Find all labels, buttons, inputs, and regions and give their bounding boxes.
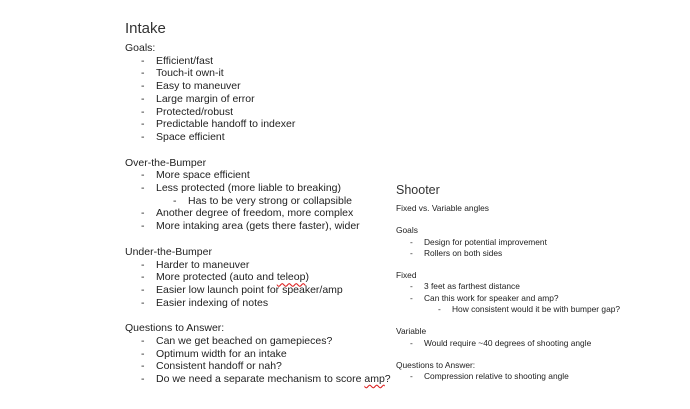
intake-questions-heading: Questions to Answer: [125,322,225,335]
list-item: - Rollers on both sides [396,248,686,259]
list-item: - Would require ~40 degrees of shooting angle [396,338,686,349]
list-item: - Large margin of error [125,93,390,106]
intake-column [125,20,390,386]
list-item-text: More protected (auto and [156,271,277,284]
shooter-questions-list [396,371,686,382]
shooter-fixed-heading: Fixed [396,270,417,281]
list-item: - Efficient/fast [125,55,390,68]
list-item: - Touch-it own-it [125,67,390,80]
list-item [125,271,390,284]
list-item: - Can we get beached on gamepieces? [125,335,390,348]
list-item: - Protected/robust [125,106,390,119]
shooter-column [396,182,686,383]
shooter-goals-heading: Goals [396,225,418,236]
spellcheck-word[interactable]: amp [364,373,385,386]
over-bumper-section [125,157,390,233]
list-item: - Design for potential improvement [396,237,686,248]
list-item: - Easy to maneuver [125,80,390,93]
list-item: - Can this work for speaker and amp? [396,293,686,304]
list-item: - Easier indexing of notes [125,297,390,310]
list-item-text: ) [305,271,309,284]
intake-questions-list [125,335,390,386]
list-item: - Predictable handoff to indexer [125,118,390,131]
under-bumper-section [125,246,390,310]
list-item: - Compression relative to shooting angle [396,371,686,382]
over-bumper-heading: Over-the-Bumper [125,156,207,169]
list-item [125,373,390,386]
shooter-questions-section [396,360,686,383]
list-item: - Less protected (more liable to breaking) [125,182,390,195]
shooter-variable-heading: Variable [396,326,427,337]
shooter-questions-heading: Questions to Answer: [396,359,476,370]
list-item: - Harder to maneuver [125,259,390,272]
list-item: - More space efficient [125,169,390,182]
over-bumper-list [125,169,390,233]
shooter-title: Shooter [396,183,440,197]
intake-goals-heading: Goals: [125,42,156,54]
list-item: - Easier low launch point for speaker/amp [125,284,390,297]
under-bumper-list [125,259,390,310]
spellcheck-word[interactable]: teleop [276,271,306,284]
under-bumper-heading: Under-the-Bumper [125,245,212,258]
intake-title: Intake [125,20,166,37]
list-item: - 3 feet as farthest distance [396,281,686,292]
shooter-subtitle: Fixed vs. Variable angles [396,203,489,213]
sub-list-item: - How consistent would it be with bumper gap? [396,304,686,315]
list-item: - Another degree of freedom, more complex [125,207,390,220]
intake-goals-section [125,42,390,144]
shooter-fixed-section [396,270,686,315]
shooter-variable-list [396,338,686,349]
intake-goals-list [125,55,390,144]
sub-list-item: - Has to be very strong or collapsible [125,195,390,208]
list-item: - Space efficient [125,131,390,144]
list-item: - More intaking area (gets there faster), wider [125,220,390,233]
shooter-variable-section [396,326,686,349]
intake-questions-section [125,322,390,386]
shooter-fixed-list [396,281,686,315]
list-item: - Consistent handoff or nah? [125,360,390,373]
list-item-text: ? [384,373,391,386]
list-item-text: Do we need a separate mechanism to score [156,373,365,386]
shooter-goals-section [396,225,686,259]
list-item: - Optimum width for an intake [125,348,390,361]
shooter-goals-list [396,237,686,260]
